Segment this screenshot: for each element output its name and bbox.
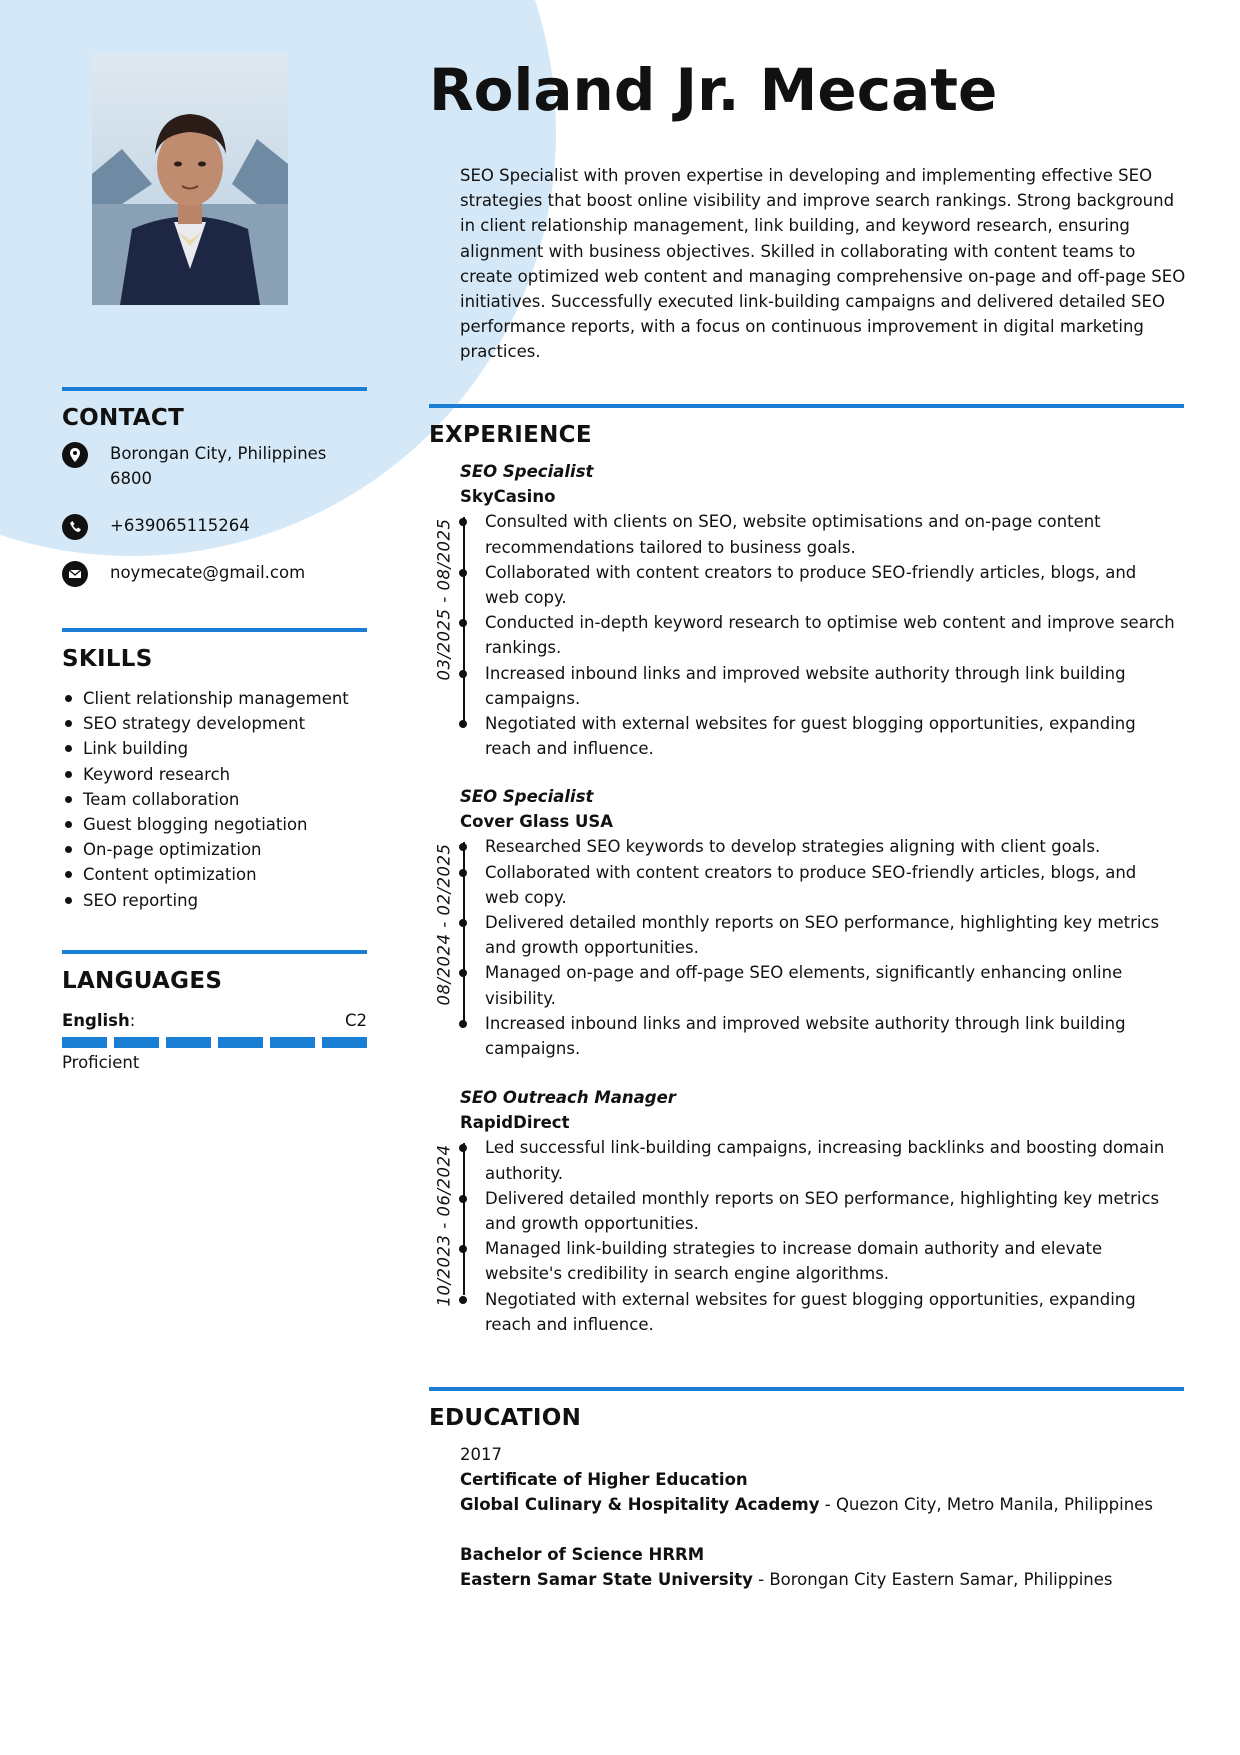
education-location: - Quezon City, Metro Manila, Philippines	[819, 1495, 1153, 1515]
education-school: Global Culinary & Hospitality Academy	[460, 1495, 820, 1515]
education-entry	[460, 1542, 1190, 1592]
language-bar-segment	[166, 1037, 211, 1048]
language-bar-segment	[270, 1037, 315, 1048]
timeline-line	[463, 1143, 465, 1295]
address-line2: 6800	[110, 469, 152, 488]
skill-item: Client relationship management	[62, 686, 367, 711]
contact-address	[62, 441, 367, 491]
language-name: English	[62, 1011, 130, 1030]
education-location: - Borongan City Eastern Samar, Philippines	[752, 1570, 1113, 1590]
skill-item: Content optimization	[62, 862, 367, 887]
contact-section	[62, 387, 367, 585]
job-bullets	[485, 509, 1175, 761]
job-bullet: Delivered detailed monthly reports on SEO performance, highlighting key metrics and growth opportunities.	[485, 1186, 1175, 1236]
skill-item: Link building	[62, 736, 367, 761]
language-name-wrap: English:	[62, 1011, 136, 1030]
job-dates: 08/2024 - 02/2025	[434, 843, 454, 1006]
phone-number[interactable]: +639065115264	[110, 516, 250, 535]
job-entry	[429, 459, 1189, 761]
job-bullet: Conducted in-depth keyword research to optimise web content and improve search rankings.	[485, 610, 1175, 660]
job-body	[429, 509, 1189, 761]
education-school: Eastern Samar State University	[460, 1570, 753, 1590]
education-divider	[429, 1387, 1184, 1391]
experience-divider	[429, 404, 1184, 408]
job-bullet: Collaborated with content creators to produce SEO-friendly articles, blogs, and web copy.	[485, 860, 1175, 910]
skill-item: SEO reporting	[62, 888, 367, 913]
job-role: SEO Outreach Manager	[460, 1088, 676, 1107]
candidate-name: Roland Jr. Mecate	[429, 56, 998, 124]
job-body	[429, 834, 1189, 1061]
job-bullet: Consulted with clients on SEO, website optimisations and on-page content recommendations tailored to business goals.	[485, 509, 1175, 559]
education-degree: Bachelor of Science HRRM	[460, 1545, 705, 1564]
languages-section	[62, 950, 367, 1075]
phone-icon	[62, 514, 88, 540]
job-dates-wrap	[429, 1135, 459, 1315]
skills-title: SKILLS	[62, 646, 153, 672]
job-bullet: Delivered detailed monthly reports on SEO performance, highlighting key metrics and growth opportunities.	[485, 910, 1175, 960]
experience-title: EXPERIENCE	[429, 422, 592, 448]
job-entry	[429, 784, 1189, 1061]
contact-title: CONTACT	[62, 405, 185, 431]
skill-item: On-page optimization	[62, 837, 367, 862]
job-company: SkyCasino	[460, 487, 556, 507]
job-bullet: Managed link-building strategies to increase domain authority and elevate website's credibility in search engine algorithms.	[485, 1236, 1175, 1286]
email-icon	[62, 561, 88, 587]
languages-divider	[62, 950, 367, 954]
location-pin-icon	[62, 442, 88, 468]
skills-section	[62, 628, 367, 913]
job-bullet: Led successful link-building campaigns, increasing backlinks and boosting domain authority.	[485, 1135, 1175, 1185]
education-year: 2017	[460, 1445, 502, 1464]
language-row	[62, 1008, 367, 1033]
job-entry	[429, 1085, 1189, 1337]
job-bullet: Managed on-page and off-page SEO elements, significantly enhancing online visibility.	[485, 960, 1175, 1010]
skill-item: Guest blogging negotiation	[62, 812, 367, 837]
language-level-label: Proficient	[62, 1053, 140, 1072]
job-bullets	[485, 834, 1175, 1061]
job-bullet: Negotiated with external websites for guest blogging opportunities, expanding reach and influence.	[485, 1287, 1175, 1337]
job-bullet: Negotiated with external websites for guest blogging opportunities, expanding reach and influence.	[485, 711, 1175, 761]
skill-item: SEO strategy development	[62, 711, 367, 736]
job-bullet: Increased inbound links and improved website authority through link building campaigns.	[485, 661, 1175, 711]
email-address[interactable]: noymecate@gmail.com	[110, 563, 306, 582]
job-company: RapidDirect	[460, 1113, 570, 1133]
education-degree: Certificate of Higher Education	[460, 1470, 748, 1490]
skills-list	[62, 686, 367, 913]
job-role: SEO Specialist	[460, 462, 594, 481]
job-dates-wrap	[429, 834, 459, 1014]
language-bar-segment	[322, 1037, 367, 1048]
profile-photo	[92, 54, 288, 305]
languages-title: LANGUAGES	[62, 968, 223, 994]
profile-summary: SEO Specialist with proven expertise in developing and implementing effective SEO strategies that boost online visibility and improve search rankings. Strong background in client relationship management, link building, and keyword research, ensuring alignment with business objectives. Skilled in collaborating with content teams to create optimized web content and managing comprehensive on-page and off-page SEO initiatives. Successfully executed link-building campaigns and delivered detailed SEO performance reports, with a focus on continuous improvement in digital marketing practices.	[460, 166, 1186, 362]
job-bullet: Researched SEO keywords to develop strategies aligning with client goals.	[485, 834, 1175, 859]
job-bullet: Collaborated with content creators to produce SEO-friendly articles, blogs, and web copy.	[485, 560, 1175, 610]
job-dates: 10/2023 - 06/2024	[434, 1144, 454, 1307]
job-company: Cover Glass USA	[460, 812, 614, 832]
language-level-code: C2	[344, 1011, 367, 1030]
language-level-bar	[62, 1037, 367, 1048]
job-bullets	[485, 1135, 1175, 1337]
education-school-line	[460, 1492, 1190, 1517]
skills-divider	[62, 628, 367, 632]
education-entry	[460, 1442, 1190, 1518]
language-bar-segment	[218, 1037, 263, 1048]
language-bar-segment	[62, 1037, 107, 1048]
address-line1: Borongan City, Philippines	[110, 444, 327, 463]
job-dates: 03/2025 - 08/2025	[434, 518, 454, 681]
contact-phone	[62, 513, 367, 538]
job-dates-wrap	[429, 509, 459, 689]
skill-item: Keyword research	[62, 762, 367, 787]
contact-divider	[62, 387, 367, 391]
job-bullet: Increased inbound links and improved website authority through link building campaigns.	[485, 1011, 1175, 1061]
job-role: SEO Specialist	[460, 787, 594, 806]
language-bar-segment	[114, 1037, 159, 1048]
education-title: EDUCATION	[429, 1405, 582, 1431]
education-school-line	[460, 1567, 1190, 1592]
skill-item: Team collaboration	[62, 787, 367, 812]
job-body	[429, 1135, 1189, 1337]
contact-email	[62, 560, 367, 585]
